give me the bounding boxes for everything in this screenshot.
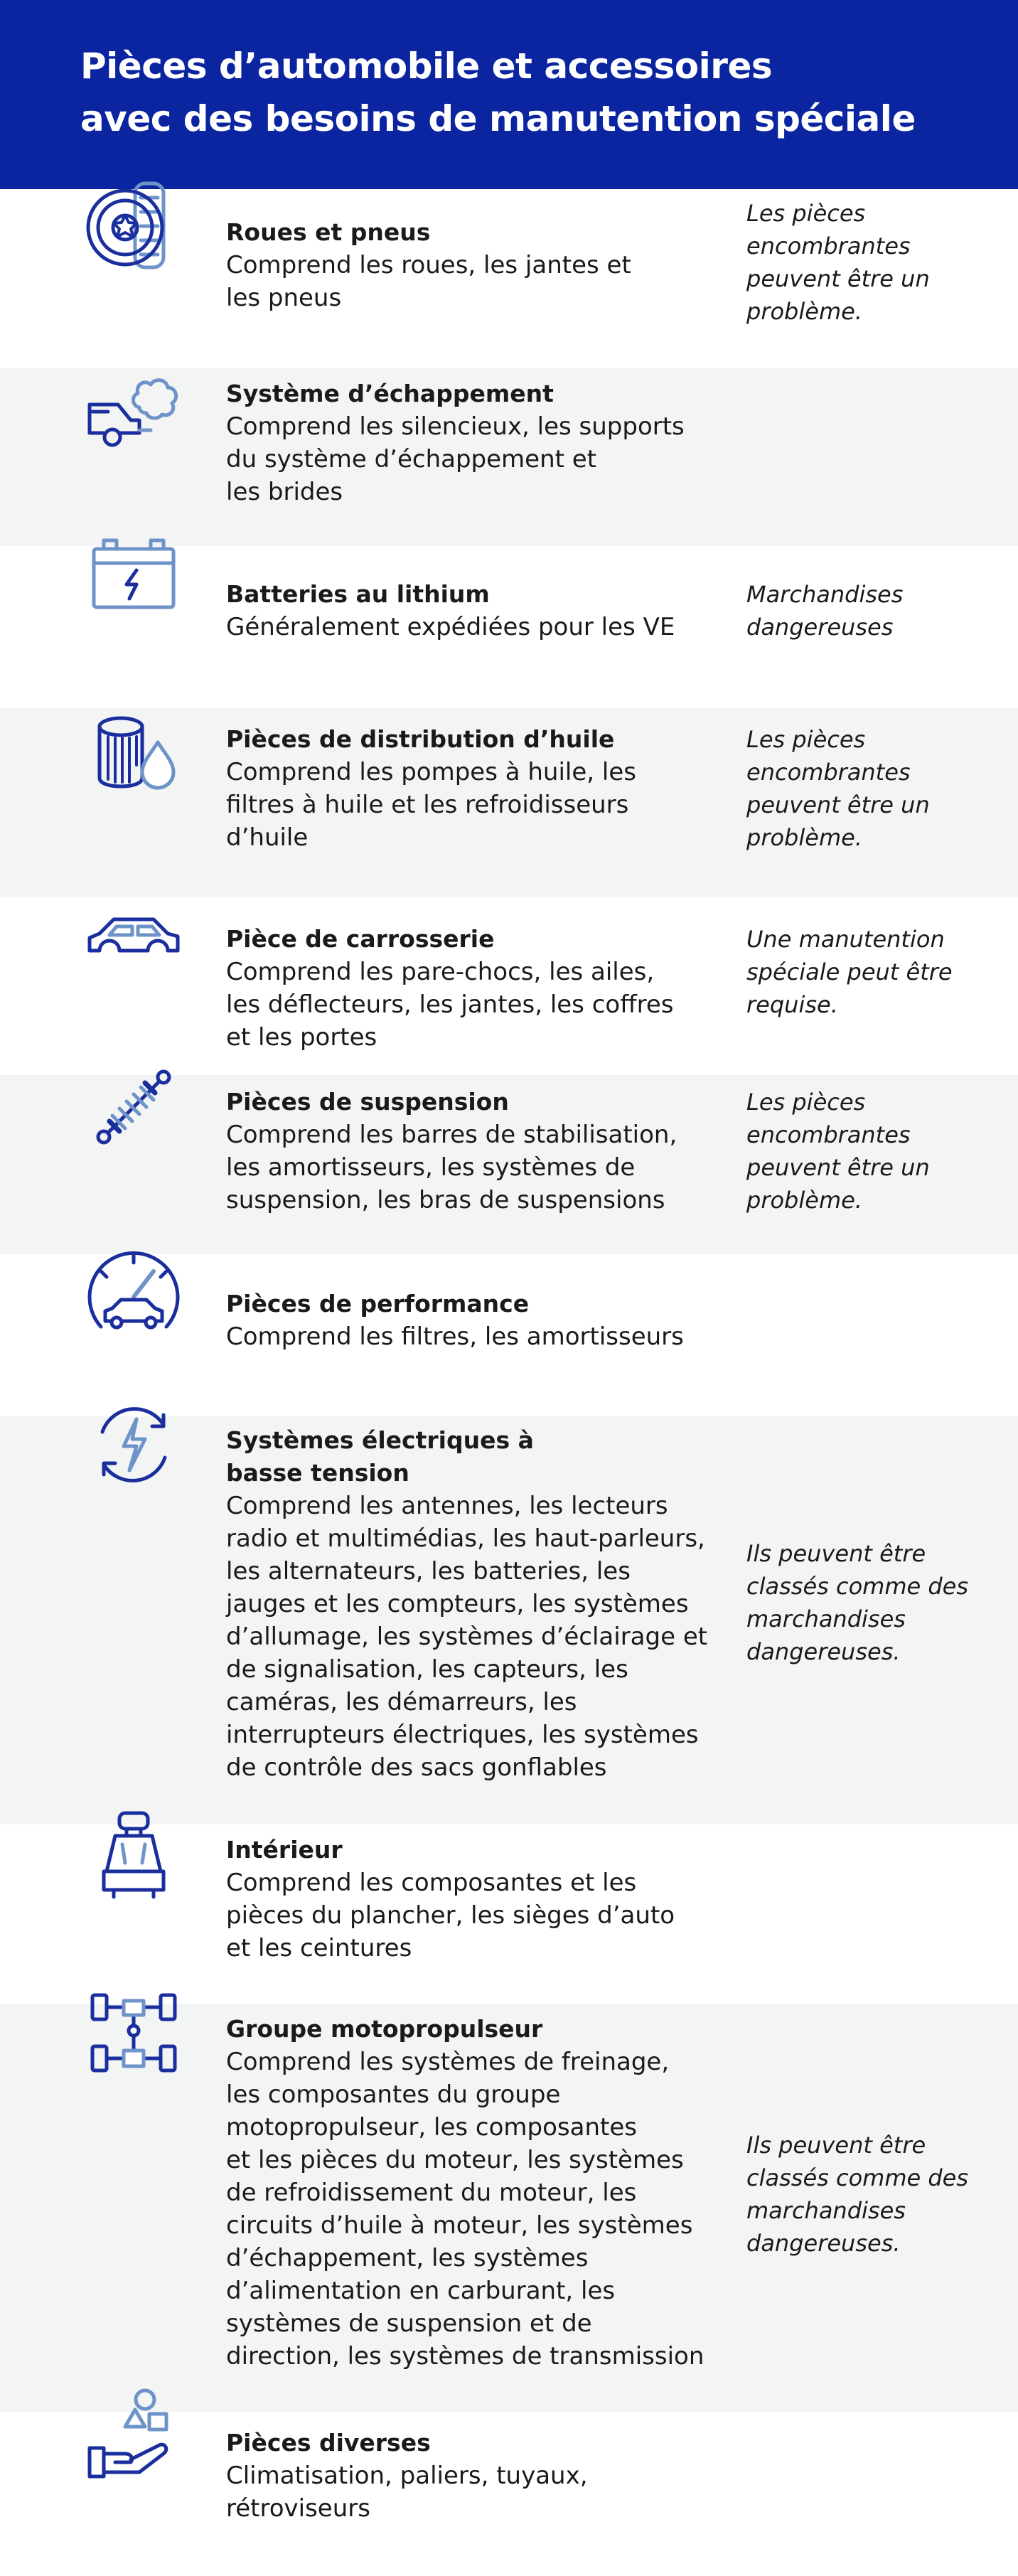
part-description-line: Comprend les composantes et les xyxy=(226,1869,637,1897)
part-description-line: les composantes du groupe xyxy=(226,2080,561,2109)
wheels-tires-icon xyxy=(84,176,183,276)
part-description-line: d’huile xyxy=(226,823,309,852)
part-description xyxy=(226,1118,677,1217)
part-name xyxy=(226,578,490,611)
part-description-line: d’échappement, les systèmes xyxy=(226,2244,589,2272)
part-name-line: Groupe motopropulseur xyxy=(226,2015,543,2043)
header-banner xyxy=(0,0,1018,189)
part-name-line: Système d’échappement xyxy=(226,380,554,407)
suspension-icon xyxy=(84,1057,183,1157)
part-description-line: Comprend les antennes, les lecteurs xyxy=(226,1492,668,1520)
part-description xyxy=(226,249,631,314)
part-name-line: Pièce de carrosserie xyxy=(226,925,495,953)
handling-note-line: problème. xyxy=(746,824,862,851)
part-description xyxy=(226,1490,707,1784)
handling-note-line: dangereuses. xyxy=(746,1638,901,1665)
part-description-line: caméras, les démarreurs, les xyxy=(226,1688,577,1716)
part-name-line: Systèmes électriques à xyxy=(226,1426,534,1454)
powertrain-icon xyxy=(84,1985,183,2085)
part-description-line: Climatisation, paliers, tuyaux, xyxy=(226,2462,588,2490)
part-name-line: Pièces diverses xyxy=(226,2429,431,2457)
part-description-line: Comprend les barres de stabilisation, xyxy=(226,1121,677,1149)
handling-note-line: Marchandises xyxy=(746,581,904,608)
handling-note-line: Une manutention xyxy=(746,926,945,953)
handling-note-line: classés comme des xyxy=(746,1573,969,1600)
part-description-line: Comprend les pompes à huile, les xyxy=(226,758,636,786)
part-name-line: Pièces de distribution d’huile xyxy=(226,725,615,753)
part-description-line: les alternateurs, les batteries, les xyxy=(226,1557,631,1586)
handling-note-line: marchandises xyxy=(746,1605,906,1632)
part-description xyxy=(226,410,685,508)
part-description-line: suspension, les bras de suspensions xyxy=(226,1186,665,1214)
part-name-line: Intérieur xyxy=(226,1836,343,1864)
part-name xyxy=(226,2427,431,2459)
exhaust-icon xyxy=(84,359,183,459)
part-row xyxy=(0,368,1018,546)
part-name xyxy=(226,378,554,410)
handling-note-line: marchandises xyxy=(746,2197,906,2224)
part-name xyxy=(226,2013,542,2046)
handling-note-line: problème. xyxy=(746,298,862,325)
handling-note-line: encombrantes xyxy=(746,759,911,786)
part-row xyxy=(0,1416,1018,1824)
handling-note-line: classés comme des xyxy=(746,2164,969,2191)
car-seat-icon xyxy=(84,1806,183,1906)
part-description-line: rétroviseurs xyxy=(226,2494,370,2523)
part-description-line: les brides xyxy=(226,478,343,506)
part-description-line: jauges et les compteurs, les systèmes xyxy=(226,1590,689,1618)
part-row xyxy=(0,2004,1018,2412)
page-title-line-1: Pièces d’automobile et accessoires xyxy=(80,46,773,87)
handling-note xyxy=(746,2129,968,2260)
part-row xyxy=(0,1254,1018,1416)
part-row xyxy=(0,2412,1018,2576)
part-description-line: Comprend les systèmes de freinage, xyxy=(226,2048,670,2076)
handling-note-line: encombrantes xyxy=(746,233,911,260)
part-name-line: Pièces de performance xyxy=(226,1290,530,1318)
handling-note-line: Les pièces xyxy=(746,1089,866,1116)
part-name xyxy=(226,923,495,956)
part-description-line: d’allumage, les systèmes d’éclairage et xyxy=(226,1623,708,1651)
part-description-line: filtres à huile et les refroidisseurs xyxy=(226,791,629,819)
part-description xyxy=(226,1320,684,1353)
part-description-line: d’alimentation en carburant, les xyxy=(226,2277,616,2305)
part-row xyxy=(0,1824,1018,2004)
performance-gauge-icon xyxy=(84,1243,183,1342)
part-description-line: interrupteurs électriques, les systèmes xyxy=(226,1721,699,1749)
handling-note-line: peuvent être un xyxy=(746,791,930,818)
part-name-line: Pièces de suspension xyxy=(226,1088,509,1116)
car-body-icon xyxy=(84,885,183,985)
part-row xyxy=(0,1075,1018,1254)
part-name xyxy=(226,216,430,249)
handling-note-line: requise. xyxy=(746,991,838,1018)
handling-note-line: encombrantes xyxy=(746,1121,911,1148)
part-description xyxy=(226,756,636,854)
handling-note-line: problème. xyxy=(746,1187,862,1214)
handling-note-line: peuvent être un xyxy=(746,1154,930,1181)
handling-note xyxy=(746,578,903,643)
part-description-line: direction, les systèmes de transmission xyxy=(226,2342,704,2371)
part-name xyxy=(226,1424,534,1490)
part-name xyxy=(226,723,614,756)
part-description-line: les pneus xyxy=(226,284,342,312)
part-description-line: Comprend les silencieux, les supports xyxy=(226,412,685,441)
part-description-line: et les portes xyxy=(226,1023,377,1052)
part-description-line: circuits d’huile à moteur, les systèmes xyxy=(226,2211,693,2240)
part-description-line: et les pièces du moteur, les systèmes xyxy=(226,2146,684,2174)
part-description-line: et les ceintures xyxy=(226,1934,412,1962)
part-description-line: pièces du plancher, les sièges d’auto xyxy=(226,1901,675,1930)
part-row xyxy=(0,546,1018,708)
handling-note xyxy=(746,923,953,1021)
part-name-line: basse tension xyxy=(226,1459,409,1487)
battery-icon xyxy=(84,528,183,627)
handling-note-line: peuvent être un xyxy=(746,265,930,292)
handling-note-line: Ils peuvent être xyxy=(746,2132,926,2159)
part-row xyxy=(0,708,1018,897)
part-description-line: Comprend les roues, les jantes et xyxy=(226,251,631,279)
electrical-icon xyxy=(84,1395,183,1495)
handling-note-line: dangereuses. xyxy=(746,2230,901,2257)
part-row xyxy=(0,897,1018,1075)
part-description-line: les déflecteurs, les jantes, les coffres xyxy=(226,990,674,1019)
handling-note xyxy=(746,1086,930,1217)
part-description xyxy=(226,2459,588,2525)
handling-note xyxy=(746,197,930,328)
oil-filter-icon xyxy=(84,702,183,802)
part-description xyxy=(226,956,673,1054)
part-description-line: de refroidissement du moteur, les xyxy=(226,2179,637,2207)
part-description-line: motopropulseur, les composantes xyxy=(226,2113,637,2142)
part-name xyxy=(226,1288,529,1320)
part-description-line: systèmes de suspension et de xyxy=(226,2309,592,2338)
part-description-line: Généralement expédiées pour les VE xyxy=(226,613,675,641)
part-name xyxy=(226,1834,343,1866)
handling-note-line: spéciale peut être xyxy=(746,958,953,985)
part-description-line: du système d’échappement et xyxy=(226,445,597,474)
part-description-line: Comprend les pare-chocs, les ailes, xyxy=(226,958,655,986)
part-name xyxy=(226,1086,509,1118)
part-description xyxy=(226,2046,704,2373)
part-description xyxy=(226,611,675,643)
handling-note-line: Les pièces xyxy=(746,200,866,227)
part-description-line: de contrôle des sacs gonflables xyxy=(226,1753,607,1782)
handling-note xyxy=(746,1537,968,1668)
part-row xyxy=(0,189,1018,368)
part-name-line: Batteries au lithium xyxy=(226,580,490,608)
handling-note xyxy=(746,723,930,854)
part-name-line: Roues et pneus xyxy=(226,218,431,246)
misc-parts-icon xyxy=(84,2385,183,2485)
handling-note-line: dangereuses xyxy=(746,614,894,641)
part-description-line: les amortisseurs, les systèmes de xyxy=(226,1153,636,1182)
page-title-line-2: avec des besoins de manutention spéciale xyxy=(80,98,916,139)
handling-note-line: Ils peuvent être xyxy=(746,1540,926,1567)
part-description-line: Comprend les filtres, les amortisseurs xyxy=(226,1322,684,1351)
part-description-line: de signalisation, les capteurs, les xyxy=(226,1655,628,1684)
part-description xyxy=(226,1866,675,1965)
part-description-line: radio et multimédias, les haut-parleurs, xyxy=(226,1524,705,1553)
handling-note-line: Les pièces xyxy=(746,726,866,753)
